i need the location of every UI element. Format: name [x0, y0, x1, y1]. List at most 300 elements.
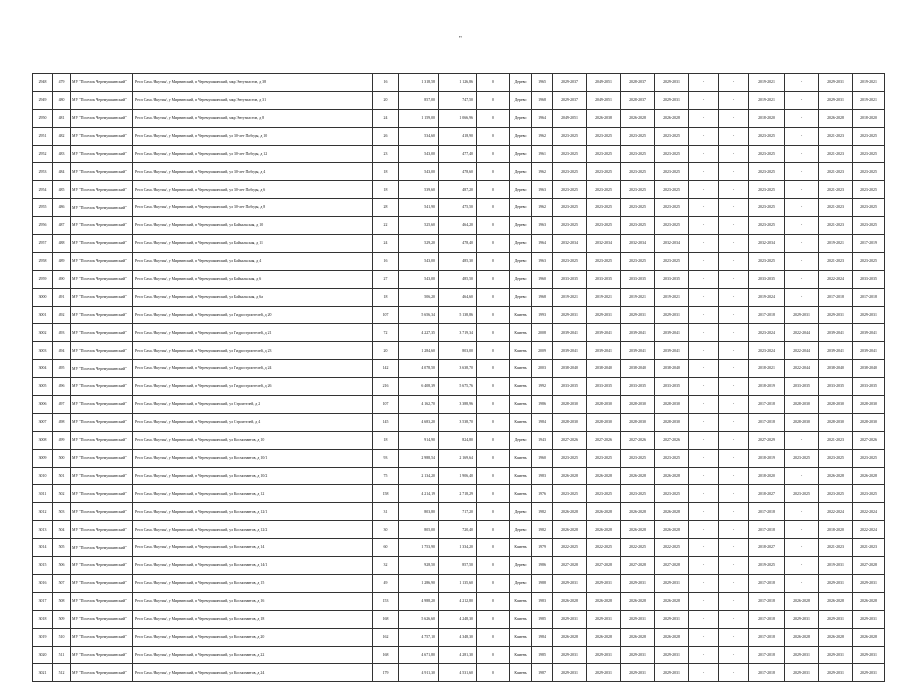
- cell-apartments: 24: [373, 109, 399, 127]
- cell-address: Респ Саха /Якутия/, у Мирнинский, п Черемушкинский, ул 30-лет Победы, д 8: [133, 199, 373, 217]
- cell-year: 1963: [532, 181, 553, 199]
- cell-organization: МУ "Поселок Черемушкинский": [71, 145, 133, 163]
- table-row: [33, 503, 885, 521]
- cell-year: 1979: [532, 539, 553, 557]
- cell-address: Респ Саха /Якутия/, у Мирнинский, п Черемушкинский, ул Гидростроителей, д 26: [133, 378, 373, 396]
- cell-material: Камень: [510, 396, 532, 414]
- cell-material: Дерево: [510, 91, 532, 109]
- cell-period-facade: 2029-2031: [587, 574, 621, 592]
- cell-row-number: 3004: [33, 360, 53, 378]
- cell-total-area: 4 671,80: [399, 646, 439, 664]
- cell-period-extra: -: [785, 127, 819, 145]
- cell-organization: МУ "Поселок Черемушкинский": [71, 449, 133, 467]
- cell-period-elevator: 2023-2025: [749, 163, 785, 181]
- cell-period-basement: 2022-2024: [819, 270, 853, 288]
- cell-period-other: 2033-2035: [853, 270, 885, 288]
- cell-dash-a: -: [689, 145, 719, 163]
- cell-material: Камень: [510, 610, 532, 628]
- cell-period-other: 2018-2020: [853, 109, 885, 127]
- cell-material: Камень: [510, 467, 532, 485]
- cell-apartments: 142: [373, 360, 399, 378]
- cell-period-engineering: 2028-2037: [621, 91, 655, 109]
- cell-row-number: 3020: [33, 646, 53, 664]
- cell-organization: МУ "Поселок Черемушкинский": [71, 646, 133, 664]
- cell-zero-value: 0: [477, 342, 510, 360]
- cell-living-area: 4 212,80: [439, 592, 477, 610]
- cell-record-number: 486: [53, 199, 71, 217]
- cell-organization: МУ "Поселок Черемушкинский": [71, 664, 133, 682]
- cell-living-area: 1 906,40: [439, 467, 477, 485]
- cell-organization: МУ "Поселок Черемушкинский": [71, 74, 133, 92]
- cell-row-number: 3015: [33, 557, 53, 575]
- cell-record-number: 488: [53, 235, 71, 253]
- cell-address: Респ Саха /Якутия/, у Мирнинский, п Черемушкинский, ул Космонавтов, д 14: [133, 539, 373, 557]
- cell-period-elevator: 2017-2018: [749, 503, 785, 521]
- table-row: [33, 396, 885, 414]
- cell-apartments: 20: [373, 342, 399, 360]
- cell-period-extra: 2028-2030: [785, 413, 819, 431]
- cell-record-number: 505: [53, 539, 71, 557]
- cell-period-other: 2033-2035: [853, 378, 885, 396]
- cell-period-roof: 2023-2025: [553, 181, 587, 199]
- cell-year: 1963: [532, 217, 553, 235]
- cell-period-roof: 2019-2021: [553, 288, 587, 306]
- cell-living-area: 477,40: [439, 145, 477, 163]
- cell-dash-a: -: [689, 539, 719, 557]
- cell-period-facade: 2033-2035: [587, 378, 621, 396]
- cell-period-other: 2023-2025: [853, 252, 885, 270]
- cell-living-area: 4 531,60: [439, 664, 477, 682]
- cell-period-foundation: 2023-2025: [655, 485, 689, 503]
- cell-period-extra: 2022-2044: [785, 360, 819, 378]
- cell-dash-a: -: [689, 306, 719, 324]
- cell-zero-value: 0: [477, 592, 510, 610]
- cell-period-other: 2029-2031: [853, 574, 885, 592]
- cell-period-extra: -: [785, 270, 819, 288]
- cell-material: Дерево: [510, 127, 532, 145]
- cell-period-foundation: 2023-2025: [655, 127, 689, 145]
- cell-living-area: 720,40: [439, 521, 477, 539]
- cell-year: 1964: [532, 109, 553, 127]
- cell-period-basement: 2021-2023: [819, 199, 853, 217]
- cell-zero-value: 0: [477, 628, 510, 646]
- cell-year: 1963: [532, 252, 553, 270]
- cell-period-basement: 2023-2025: [819, 449, 853, 467]
- cell-period-foundation: 2023-2025: [655, 217, 689, 235]
- cell-material: Камень: [510, 449, 532, 467]
- cell-apartments: 18: [373, 288, 399, 306]
- cell-period-roof: 2026-2028: [553, 503, 587, 521]
- cell-period-foundation: 2023-2025: [655, 145, 689, 163]
- cell-period-elevator: 2017-2018: [749, 628, 785, 646]
- cell-dash-b: -: [719, 449, 749, 467]
- cell-dash-a: -: [689, 217, 719, 235]
- cell-record-number: 501: [53, 467, 71, 485]
- cell-zero-value: 0: [477, 664, 510, 682]
- cell-zero-value: 0: [477, 539, 510, 557]
- cell-total-area: 543,00: [399, 252, 439, 270]
- cell-living-area: 1 126,86: [439, 74, 477, 92]
- cell-period-basement: 2021-2023: [819, 163, 853, 181]
- cell-apartments: 23: [373, 145, 399, 163]
- cell-record-number: 479: [53, 74, 71, 92]
- cell-period-facade: 2023-2025: [587, 252, 621, 270]
- cell-record-number: 497: [53, 396, 71, 414]
- table-row: [33, 74, 885, 92]
- cell-material: Дерево: [510, 521, 532, 539]
- cell-living-area: 4 248,30: [439, 610, 477, 628]
- cell-period-roof: 2039-2041: [553, 324, 587, 342]
- cell-period-elevator: 2018-2019: [749, 449, 785, 467]
- cell-living-area: 478,60: [439, 163, 477, 181]
- cell-organization: МУ "Поселок Черемушкинский": [71, 217, 133, 235]
- cell-period-engineering: 2026-2028: [621, 467, 655, 485]
- cell-period-other: 2023-2025: [853, 127, 885, 145]
- cell-period-elevator: 2017-2018: [749, 646, 785, 664]
- cell-period-roof: 2026-2028: [553, 592, 587, 610]
- cell-material: Камень: [510, 306, 532, 324]
- cell-period-elevator: 2017-2018: [749, 574, 785, 592]
- table-row: [33, 181, 885, 199]
- cell-row-number: 3019: [33, 628, 53, 646]
- cell-total-area: 4 227,35: [399, 324, 439, 342]
- cell-material: Дерево: [510, 270, 532, 288]
- table-row: [33, 360, 885, 378]
- cell-period-roof: 2027-2028: [553, 557, 587, 575]
- cell-period-elevator: 2018-2027: [749, 485, 785, 503]
- cell-dash-b: -: [719, 127, 749, 145]
- cell-zero-value: 0: [477, 503, 510, 521]
- cell-period-engineering: 2027-2026: [621, 431, 655, 449]
- cell-year: 1976: [532, 485, 553, 503]
- cell-year: 1982: [532, 521, 553, 539]
- cell-period-extra: -: [785, 199, 819, 217]
- cell-period-elevator: 2023-2025: [749, 217, 785, 235]
- cell-year: 1985: [532, 646, 553, 664]
- cell-dash-a: -: [689, 235, 719, 253]
- cell-living-area: 3 388,96: [439, 396, 477, 414]
- cell-dash-a: -: [689, 91, 719, 109]
- cell-period-facade: 2039-2041: [587, 342, 621, 360]
- cell-zero-value: 0: [477, 467, 510, 485]
- cell-period-engineering: 2027-2028: [621, 557, 655, 575]
- cell-dash-a: -: [689, 646, 719, 664]
- cell-record-number: 510: [53, 628, 71, 646]
- cell-period-engineering: 2026-2028: [621, 503, 655, 521]
- cell-period-extra: -: [785, 163, 819, 181]
- cell-period-elevator: 2018-2020: [749, 109, 785, 127]
- cell-dash-b: -: [719, 467, 749, 485]
- cell-total-area: 857,00: [399, 91, 439, 109]
- cell-apartments: 162: [373, 628, 399, 646]
- cell-period-engineering: 2028-2030: [621, 396, 655, 414]
- cell-period-roof: 2023-2025: [553, 252, 587, 270]
- cell-total-area: 525,60: [399, 217, 439, 235]
- cell-period-other: 2019-2021: [853, 74, 885, 92]
- cell-dash-b: -: [719, 503, 749, 521]
- cell-organization: МУ "Поселок Черемушкинский": [71, 109, 133, 127]
- cell-apartments: 168: [373, 610, 399, 628]
- cell-material: Дерево: [510, 557, 532, 575]
- cell-period-foundation: 2023-2025: [655, 181, 689, 199]
- cell-total-area: 1 318,58: [399, 74, 439, 92]
- cell-address: Респ Саха /Якутия/, у Мирнинский, п Черемушкинский, мкр Энтузиастов, д 8: [133, 109, 373, 127]
- cell-period-roof: 2026-2028: [553, 521, 587, 539]
- cell-period-basement: 2029-2031: [819, 664, 853, 682]
- cell-address: Респ Саха /Якутия/, у Мирнинский, п Черемушкинский, ул Космонавтов, д 15: [133, 574, 373, 592]
- cell-dash-b: -: [719, 664, 749, 682]
- cell-period-facade: 2032-2034: [587, 235, 621, 253]
- cell-period-basement: 2017-2018: [819, 288, 853, 306]
- cell-period-roof: 2029-2037: [553, 91, 587, 109]
- cell-total-area: 539,60: [399, 181, 439, 199]
- cell-dash-a: -: [689, 485, 719, 503]
- cell-row-number: 3000: [33, 288, 53, 306]
- cell-address: Респ Саха /Якутия/, у Мирнинский, п Черемушкинский, ул Байкальская, д 6а: [133, 288, 373, 306]
- cell-apartments: 26: [373, 127, 399, 145]
- table-row: [33, 574, 885, 592]
- cell-organization: МУ "Поселок Черемушкинский": [71, 127, 133, 145]
- cell-dash-a: -: [689, 610, 719, 628]
- cell-record-number: 487: [53, 217, 71, 235]
- cell-row-number: 3014: [33, 539, 53, 557]
- cell-total-area: 543,00: [399, 270, 439, 288]
- cell-period-roof: 2023-2025: [553, 449, 587, 467]
- cell-zero-value: 0: [477, 324, 510, 342]
- cell-year: 2009: [532, 342, 553, 360]
- cell-apartments: 22: [373, 217, 399, 235]
- cell-period-engineering: 2033-2035: [621, 378, 655, 396]
- cell-period-foundation: 2022-2025: [655, 539, 689, 557]
- table-row: [33, 270, 885, 288]
- cell-period-extra: 2022-2044: [785, 342, 819, 360]
- cell-record-number: 500: [53, 449, 71, 467]
- cell-apartments: 20: [373, 91, 399, 109]
- cell-year: 2008: [532, 324, 553, 342]
- cell-period-engineering: 2022-2025: [621, 539, 655, 557]
- cell-period-facade: 2028-2030: [587, 413, 621, 431]
- cell-apartments: 30: [373, 521, 399, 539]
- cell-row-number: 3018: [33, 610, 53, 628]
- cell-address: Респ Саха /Якутия/, у Мирнинский, п Черемушкинский, ул Гидростроителей, д 20: [133, 306, 373, 324]
- cell-period-facade: 2026-2028: [587, 503, 621, 521]
- cell-row-number: 2954: [33, 181, 53, 199]
- cell-period-facade: 2023-2025: [587, 485, 621, 503]
- cell-organization: МУ "Поселок Черемушкинский": [71, 270, 133, 288]
- cell-period-basement: 2019-2031: [819, 557, 853, 575]
- cell-period-roof: 2023-2025: [553, 485, 587, 503]
- cell-period-foundation: 2039-2041: [655, 324, 689, 342]
- cell-period-extra: -: [785, 503, 819, 521]
- cell-total-area: 4 683,20: [399, 413, 439, 431]
- cell-period-roof: 2026-2028: [553, 467, 587, 485]
- cell-period-extra: 2026-2028: [785, 592, 819, 610]
- cell-period-engineering: 2039-2041: [621, 324, 655, 342]
- cell-total-area: 4 162,70: [399, 396, 439, 414]
- cell-living-area: 464,60: [439, 288, 477, 306]
- cell-apartments: 75: [373, 467, 399, 485]
- cell-record-number: 498: [53, 413, 71, 431]
- cell-year: 1968: [532, 91, 553, 109]
- cell-dash-a: -: [689, 467, 719, 485]
- cell-total-area: 1 284,60: [399, 342, 439, 360]
- cell-dash-a: -: [689, 324, 719, 342]
- cell-period-roof: 2023-2025: [553, 217, 587, 235]
- cell-row-number: 2952: [33, 145, 53, 163]
- cell-organization: МУ "Поселок Черемушкинский": [71, 199, 133, 217]
- cell-period-extra: -: [785, 539, 819, 557]
- cell-period-extra: 2022-2044: [785, 324, 819, 342]
- cell-period-foundation: 2023-2025: [655, 163, 689, 181]
- cell-zero-value: 0: [477, 127, 510, 145]
- cell-period-elevator: 2023-2025: [749, 145, 785, 163]
- cell-period-basement: 2021-2023: [819, 217, 853, 235]
- cell-period-engineering: 2026-2028: [621, 109, 655, 127]
- cell-zero-value: 0: [477, 235, 510, 253]
- cell-row-number: 2957: [33, 235, 53, 253]
- cell-organization: МУ "Поселок Черемушкинский": [71, 342, 133, 360]
- cell-material: Дерево: [510, 431, 532, 449]
- cell-period-basement: 2021-2023: [819, 431, 853, 449]
- cell-period-foundation: 2026-2028: [655, 628, 689, 646]
- cell-row-number: 3012: [33, 503, 53, 521]
- cell-period-facade: 2023-2025: [587, 145, 621, 163]
- cell-year: 1988: [532, 574, 553, 592]
- cell-period-facade: 2026-2028: [587, 592, 621, 610]
- cell-dash-b: -: [719, 521, 749, 539]
- cell-dash-b: -: [719, 557, 749, 575]
- cell-living-area: 803,00: [439, 342, 477, 360]
- cell-period-elevator: 2032-2034: [749, 235, 785, 253]
- table-row: [33, 628, 885, 646]
- cell-address: Респ Саха /Якутия/, у Мирнинский, п Черемушкинский, ул Космонавтов, д 16: [133, 592, 373, 610]
- cell-period-basement: 2029-2031: [819, 646, 853, 664]
- cell-row-number: 3006: [33, 396, 53, 414]
- cell-dash-a: -: [689, 628, 719, 646]
- cell-organization: МУ "Поселок Черемушкинский": [71, 628, 133, 646]
- cell-total-area: 6 408,39: [399, 378, 439, 396]
- cell-zero-value: 0: [477, 181, 510, 199]
- cell-record-number: 485: [53, 181, 71, 199]
- cell-period-foundation: 2027-2026: [655, 431, 689, 449]
- cell-living-area: 485,30: [439, 252, 477, 270]
- cell-year: 1962: [532, 199, 553, 217]
- cell-zero-value: 0: [477, 431, 510, 449]
- cell-organization: МУ "Поселок Черемушкинский": [71, 521, 133, 539]
- cell-apartments: 28: [373, 199, 399, 217]
- cell-period-roof: 2039-2041: [553, 342, 587, 360]
- cell-period-roof: 2038-2040: [553, 360, 587, 378]
- cell-period-elevator: 2023-2025: [749, 199, 785, 217]
- cell-total-area: 529,20: [399, 235, 439, 253]
- cell-dash-b: -: [719, 574, 749, 592]
- cell-period-extra: -: [785, 521, 819, 539]
- cell-year: 1965: [532, 74, 553, 92]
- cell-row-number: 3010: [33, 467, 53, 485]
- cell-period-roof: 2022-2025: [553, 539, 587, 557]
- cell-period-engineering: 2029-2031: [621, 610, 655, 628]
- cell-period-facade: 2029-2031: [587, 646, 621, 664]
- cell-dash-b: -: [719, 431, 749, 449]
- cell-row-number: 3011: [33, 485, 53, 503]
- cell-apartments: 107: [373, 306, 399, 324]
- cell-year: 2003: [532, 360, 553, 378]
- cell-period-facade: 2026-2028: [587, 521, 621, 539]
- cell-dash-a: -: [689, 396, 719, 414]
- cell-living-area: 4 348,30: [439, 628, 477, 646]
- table-row: [33, 431, 885, 449]
- cell-record-number: 502: [53, 485, 71, 503]
- cell-period-extra: 2029-2031: [785, 306, 819, 324]
- cell-period-engineering: 2026-2028: [621, 521, 655, 539]
- cell-period-extra: 2028-2030: [785, 396, 819, 414]
- cell-period-roof: 2027-2026: [553, 431, 587, 449]
- cell-record-number: 490: [53, 270, 71, 288]
- cell-period-foundation: 2033-2035: [655, 270, 689, 288]
- cell-period-other: 2023-2025: [853, 181, 885, 199]
- cell-address: Респ Саха /Якутия/, у Мирнинский, п Черемушкинский, ул Гидростроителей, д 23: [133, 342, 373, 360]
- cell-year: 1964: [532, 235, 553, 253]
- cell-address: Респ Саха /Якутия/, у Мирнинский, п Черемушкинский, ул Байкальская, д 11: [133, 235, 373, 253]
- cell-row-number: 3016: [33, 574, 53, 592]
- cell-living-area: 717,20: [439, 503, 477, 521]
- cell-period-basement: 2026-2028: [819, 628, 853, 646]
- table-row: [33, 199, 885, 217]
- cell-period-facade: 2023-2025: [587, 217, 621, 235]
- cell-record-number: 482: [53, 127, 71, 145]
- cell-living-area: 4 281,30: [439, 646, 477, 664]
- cell-period-elevator: 2027-2029: [749, 431, 785, 449]
- cell-period-other: 2039-2041: [853, 324, 885, 342]
- cell-apartments: 168: [373, 646, 399, 664]
- cell-total-area: 803,80: [399, 503, 439, 521]
- cell-period-elevator: 2019-2025: [749, 557, 785, 575]
- cell-apartments: 216: [373, 378, 399, 396]
- cell-address: Респ Саха /Якутия/, у Мирнинский, п Черемушкинский, ул Космонавтов, д 14/1: [133, 557, 373, 575]
- cell-year: 1968: [532, 288, 553, 306]
- cell-total-area: 541,90: [399, 199, 439, 217]
- cell-living-area: 418,90: [439, 127, 477, 145]
- cell-dash-a: -: [689, 503, 719, 521]
- cell-period-engineering: 2023-2025: [621, 181, 655, 199]
- cell-zero-value: 0: [477, 521, 510, 539]
- cell-period-roof: 2029-2031: [553, 664, 587, 682]
- cell-period-facade: 2029-2031: [587, 610, 621, 628]
- cell-period-elevator: 2017-2018: [749, 306, 785, 324]
- cell-period-engineering: 2039-2041: [621, 342, 655, 360]
- cell-period-engineering: 2038-2040: [621, 360, 655, 378]
- cell-record-number: 484: [53, 163, 71, 181]
- cell-period-engineering: 2019-2021: [621, 288, 655, 306]
- cell-address: Респ Саха /Якутия/, у Мирнинский, п Черемушкинский, ул Строителей, д 2: [133, 396, 373, 414]
- table-row: [33, 467, 885, 485]
- cell-period-roof: 2023-2025: [553, 199, 587, 217]
- cell-dash-a: -: [689, 413, 719, 431]
- cell-period-extra: -: [785, 217, 819, 235]
- cell-record-number: 511: [53, 646, 71, 664]
- cell-record-number: 509: [53, 610, 71, 628]
- cell-period-elevator: 2018-2020: [749, 467, 785, 485]
- cell-year: 1984: [532, 628, 553, 646]
- cell-dash-b: -: [719, 342, 749, 360]
- table-row: [33, 288, 885, 306]
- cell-period-basement: 2028-2030: [819, 396, 853, 414]
- cell-year: 1986: [532, 557, 553, 575]
- cell-period-other: 2039-2041: [853, 342, 885, 360]
- cell-period-extra: -: [785, 288, 819, 306]
- cell-organization: МУ "Поселок Черемушкинский": [71, 574, 133, 592]
- cell-record-number: 508: [53, 592, 71, 610]
